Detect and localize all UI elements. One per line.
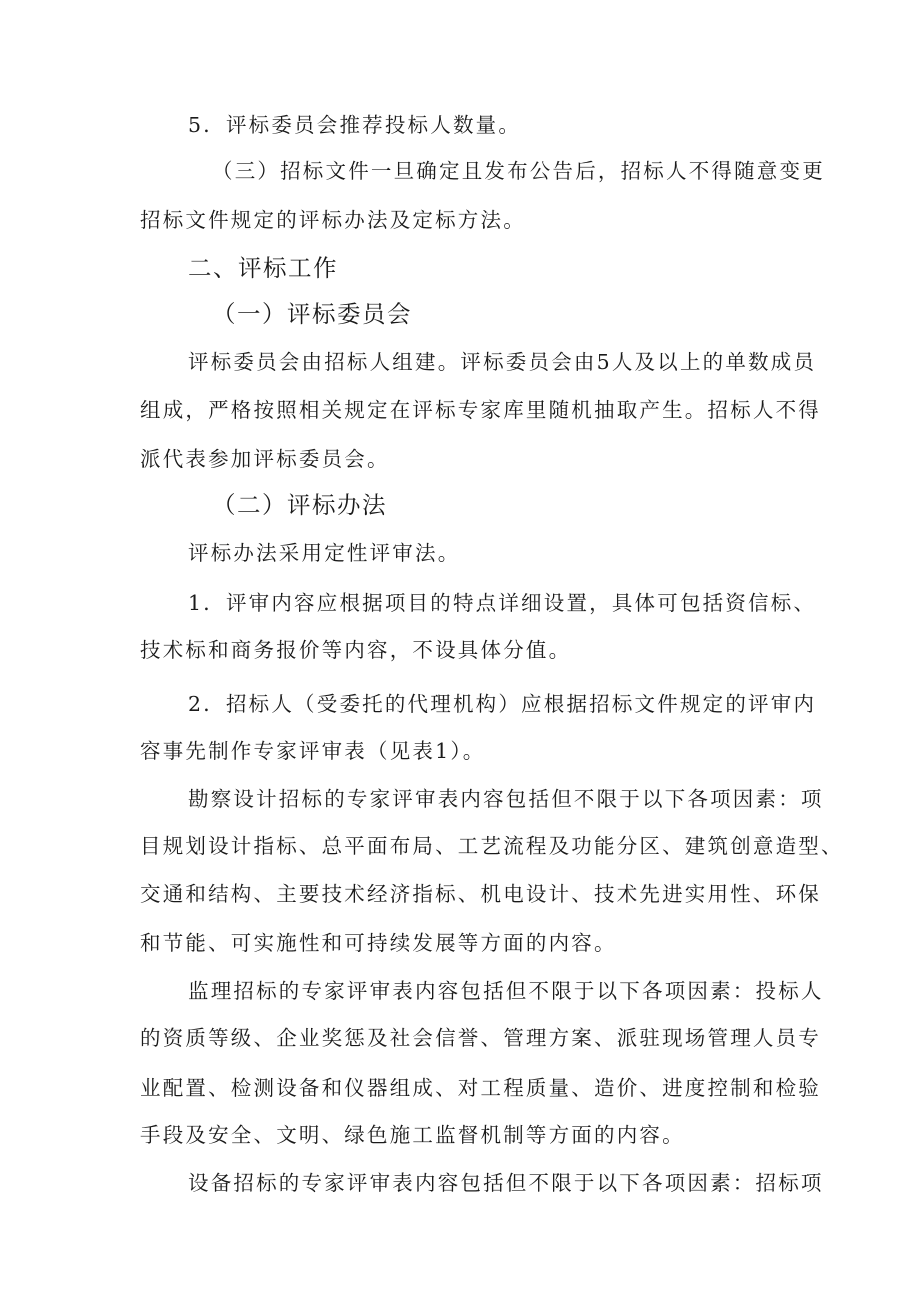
section-heading: 二、评标工作 (188, 254, 338, 282)
paragraph-line: 监理招标的专家评审表内容包括但不限于以下各项因素：投标人 (188, 979, 824, 1003)
paragraph-line: 目规划设计指标、总平面布局、工艺流程及功能分区、建筑创意造型、 (140, 834, 844, 858)
paragraph-line: 和节能、可实施性和可持续发展等方面的内容。 (140, 931, 617, 955)
paragraph-line: 业配置、检测设备和仪器组成、对工程质量、造价、进度控制和检验 (140, 1076, 821, 1100)
paragraph-line: 技术标和商务报价等内容，不设具体分值。 (140, 638, 572, 662)
subsection-heading: （二）评标办法 (212, 491, 387, 519)
paragraph-line: 1．评审内容应根据项目的特点详细设置，具体可包括资信标、 (188, 591, 817, 615)
paragraph-line: 派代表参加评标委员会。 (140, 447, 390, 471)
paragraph-line: 5．评标委员会推荐投标人数量。 (188, 113, 522, 137)
paragraph-line: 手段及安全、文明、绿色施工监督机制等方面的内容。 (140, 1123, 685, 1147)
paragraph-line: 交通和结构、主要技术经济指标、机电设计、技术先进实用性、环保 (140, 882, 821, 906)
paragraph-line: 设备招标的专家评审表内容包括但不限于以下各项因素：招标项 (188, 1171, 824, 1195)
paragraph-line: 的资质等级、企业奖惩及社会信誉、管理方案、派驻现场管理人员专 (140, 1026, 821, 1050)
paragraph-line: 容事先制作专家评审表（见表1）。 (140, 739, 486, 763)
paragraph-line: 评标委员会由招标人组建。评标委员会由5人及以上的单数成员 (188, 350, 817, 374)
paragraph-line: 组成，严格按照相关规定在评标专家库里随机抽取产生。招标人不得 (140, 398, 821, 422)
paragraph-line: （三）招标文件一旦确定且发布公告后，招标人不得随意变更 (212, 159, 825, 183)
paragraph-line: 2．招标人（受委托的代理机构）应根据招标文件规定的评审内 (188, 692, 817, 716)
paragraph-line: 招标文件规定的评标办法及定标方法。 (140, 208, 526, 232)
subsection-heading: （一）评标委员会 (212, 300, 412, 328)
paragraph-line: 评标办法采用定性评审法。 (188, 541, 461, 565)
paragraph-line: 勘察设计招标的专家评审表内容包括但不限于以下各项因素：项 (188, 787, 824, 811)
